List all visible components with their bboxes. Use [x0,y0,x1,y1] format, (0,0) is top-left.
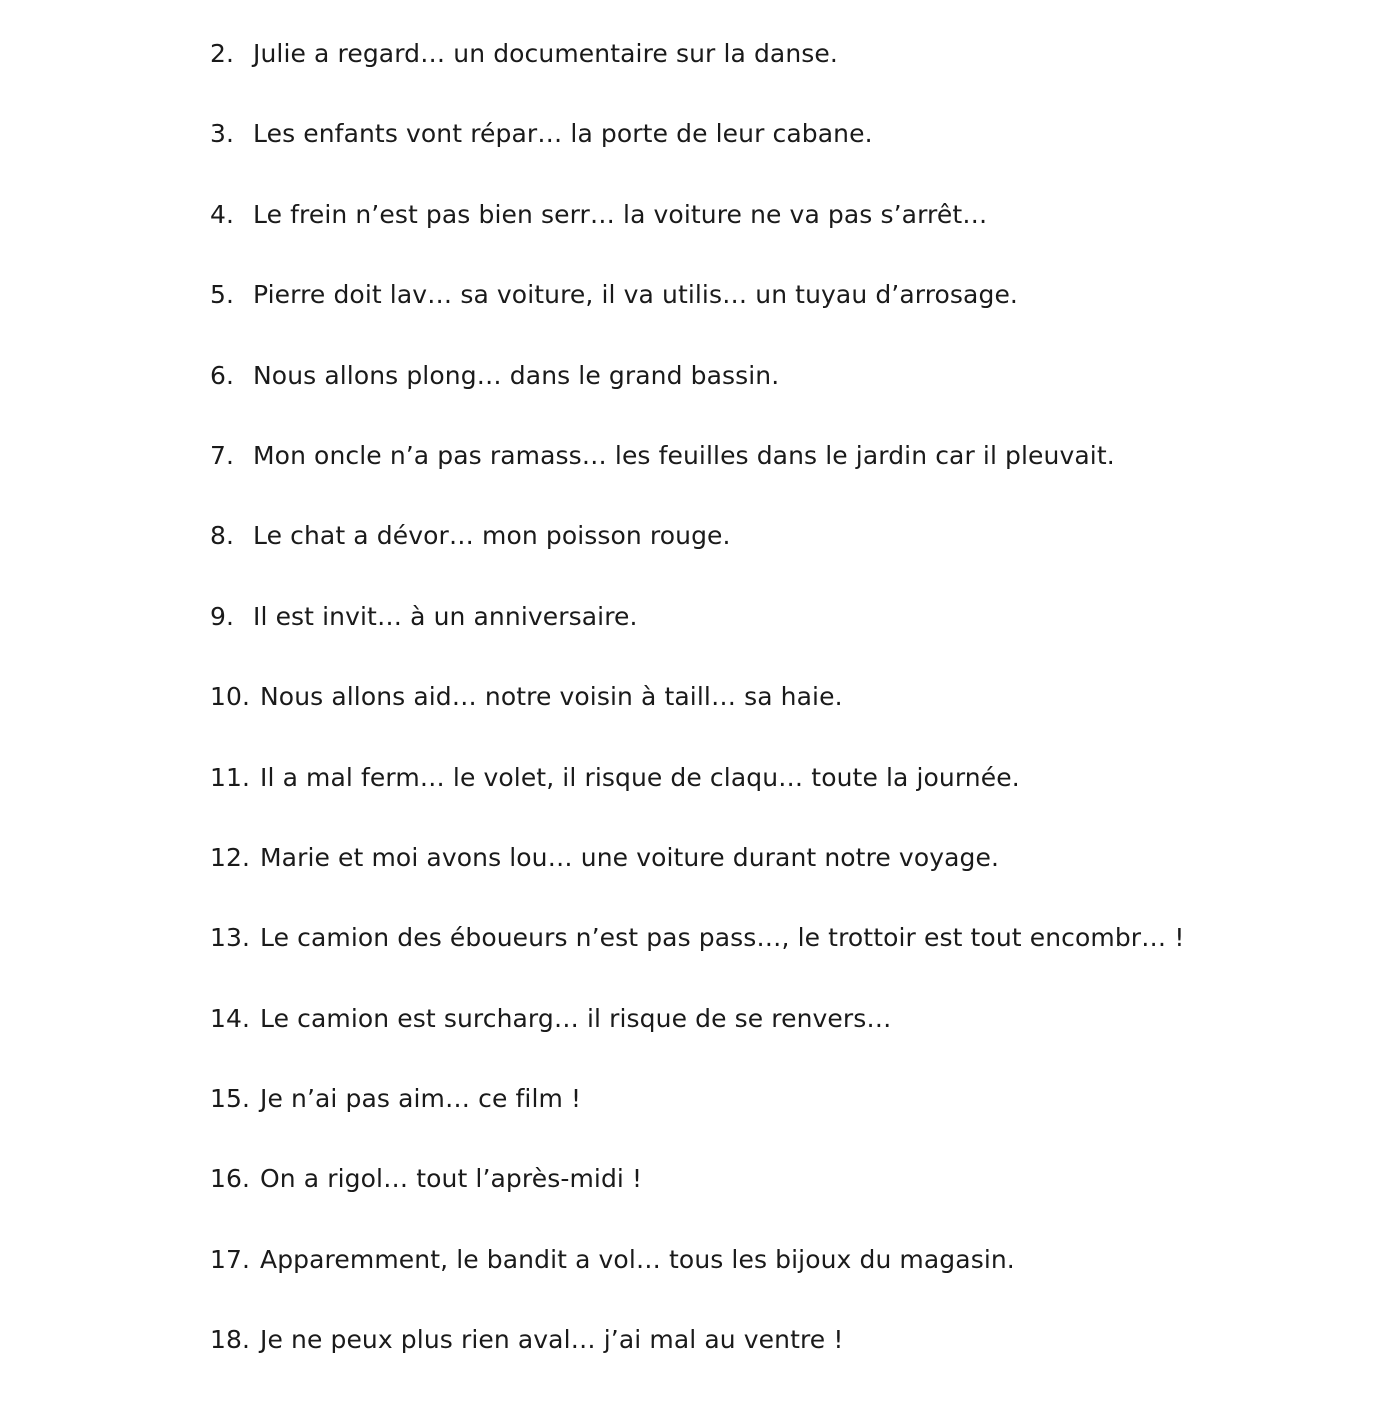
item-text: Le camion des éboueurs n’est pas pass…, le trottoir est tout encombr… ! [260,923,1185,953]
item-text: Les enfants vont répar… la porte de leur cabane. [253,119,873,149]
item-number: 15. [210,1084,251,1114]
item-text: Mon oncle n’a pas ramass… les feuilles dans le jardin car il pleuvait. [253,440,1115,470]
item-number: 13. [210,923,251,953]
item-text: Nous allons aid… notre voisin à taill… sa haie. [260,682,843,712]
item-text: Il est invit… à un anniversaire. [253,601,638,631]
exercise-item [210,1079,1184,1159]
exercise-item [210,597,1184,677]
item-text: Le camion est surcharg… il risque de se renvers… [260,1003,892,1033]
item-number: 9. [210,601,235,631]
item-number: 5. [210,280,235,310]
item-number: 4. [210,199,235,229]
item-text: Le chat a dévor… mon poisson rouge. [253,521,731,551]
exercise-item [210,34,1184,114]
item-text: Je ne peux plus rien aval… j’ai mal au ventre ! [260,1325,844,1355]
item-number: 8. [210,521,235,551]
item-number: 7. [210,440,235,470]
exercise-item [210,195,1184,275]
item-text: On a rigol… tout l’après-midi ! [260,1164,643,1194]
item-number: 14. [210,1003,251,1033]
exercise-list [210,34,1184,1401]
item-text: Pierre doit lav… sa voiture, il va utilis… un tuyau d’arrosage. [253,280,1018,310]
item-number: 11. [210,762,251,792]
item-text: Marie et moi avons lou… une voiture durant notre voyage. [260,842,1000,872]
exercise-item [210,275,1184,355]
item-number: 17. [210,1244,251,1274]
item-number: 16. [210,1164,251,1194]
item-text: Julie a regard… un documentaire sur la danse. [253,39,838,68]
item-text: Il a mal ferm… le volet, il risque de claqu… toute la journée. [260,762,1020,792]
item-text: Apparemment, le bandit a vol… tous les bijoux du magasin. [260,1244,1015,1274]
item-number: 12. [210,842,251,872]
exercise-item [210,356,1184,436]
exercise-item [210,436,1184,516]
item-number: 2. [210,39,235,68]
exercise-item [210,1240,1184,1320]
exercise-item [210,114,1184,194]
item-text: Le frein n’est pas bien serr… la voiture ne va pas s’arrêt… [253,199,988,229]
item-number: 18. [210,1325,251,1355]
exercise-item [210,999,1184,1079]
item-text: Je n’ai pas aim… ce film ! [260,1084,582,1114]
item-text: Nous allons plong… dans le grand bassin. [253,360,780,390]
item-number: 6. [210,360,235,390]
exercise-item [210,516,1184,596]
exercise-item [210,918,1184,998]
exercise-item [210,758,1184,838]
exercise-item [210,677,1184,757]
exercise-item [210,838,1184,918]
item-number: 10. [210,682,251,712]
exercise-item [210,1320,1184,1400]
item-number: 3. [210,119,235,149]
exercise-item [210,1159,1184,1239]
